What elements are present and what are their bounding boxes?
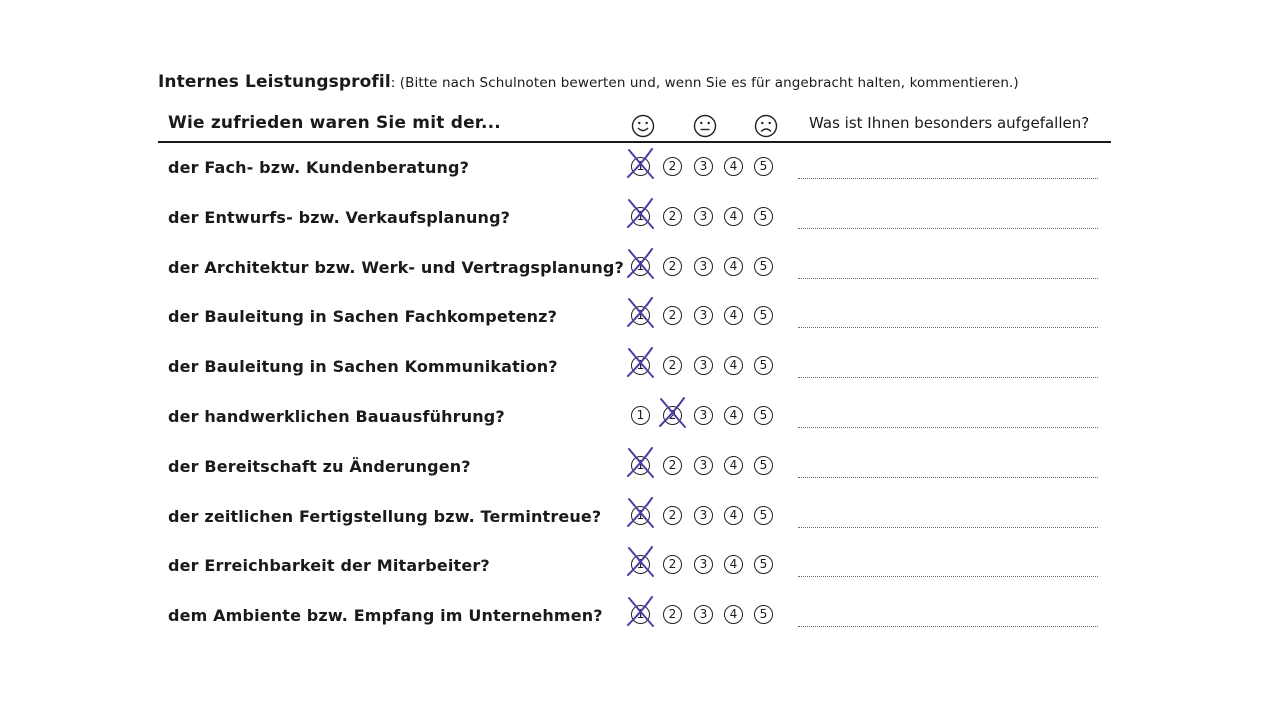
question-text: der Erreichbarkeit der Mitarbeiter? [168,556,490,576]
comment-field[interactable] [798,228,1098,229]
grade-option-5[interactable]: 5 [754,157,773,176]
grade-option-5[interactable]: 5 [754,306,773,325]
grade-option-4[interactable]: 4 [724,356,743,375]
question-row [0,357,1280,407]
comment-field[interactable] [798,377,1098,378]
grade-option-4[interactable]: 4 [724,257,743,276]
question-text: der Architektur bzw. Werk- und Vertragsplanung? [168,257,624,277]
grade-option-5[interactable]: 5 [754,456,773,475]
grade-option-3[interactable]: 3 [694,456,713,475]
grade-option-1[interactable]: 1 [631,356,650,375]
grade-option-2[interactable]: 2 [663,157,682,176]
grade-option-4[interactable]: 4 [724,555,743,574]
question-row [0,507,1280,557]
question-text: der Bauleitung in Sachen Kommunikation? [168,357,558,377]
grade-option-5[interactable]: 5 [754,555,773,574]
header-divider [158,141,1111,143]
comment-field[interactable] [798,527,1098,528]
question-text: dem Ambiente bzw. Empfang im Unternehmen? [168,606,603,626]
grade-option-3[interactable]: 3 [694,157,713,176]
grade-option-1[interactable]: 1 [631,257,650,276]
grade-option-1[interactable]: 1 [631,555,650,574]
grade-option-4[interactable]: 4 [724,207,743,226]
grade-option-1[interactable]: 1 [631,157,650,176]
grade-option-2[interactable]: 2 [663,605,682,624]
grade-option-3[interactable]: 3 [694,356,713,375]
comment-field[interactable] [798,178,1098,179]
question-row [0,258,1280,308]
question-text: der Fach- bzw. Kundenberatung? [168,158,470,177]
grade-option-2[interactable]: 2 [663,555,682,574]
question-row [0,457,1280,507]
question-column-header: Wie zufrieden waren Sie mit der... [168,113,501,133]
grade-option-1[interactable]: 1 [631,207,650,226]
grade-option-5[interactable]: 5 [754,406,773,425]
grade-option-4[interactable]: 4 [724,605,743,624]
grade-option-1[interactable]: 1 [631,506,650,525]
grade-option-3[interactable]: 3 [694,555,713,574]
grade-option-1[interactable]: 1 [631,456,650,475]
question-row [0,606,1280,656]
comment-field[interactable] [798,576,1098,577]
grade-option-2[interactable]: 2 [663,306,682,325]
form-title-instructions: : (Bitte nach Schulnoten bewerten und, wenn Sie es für angebracht halten, kommentieren.) [390,75,1019,91]
form-title-bold: Internes Leistungsprofil [158,72,391,92]
question-row [0,158,1280,208]
grade-option-5[interactable]: 5 [754,356,773,375]
comment-field[interactable] [798,278,1098,279]
grade-option-2[interactable]: 2 [663,406,682,425]
form-title [158,72,1019,92]
grade-option-5[interactable]: 5 [754,506,773,525]
question-text: der zeitlichen Fertigstellung bzw. Termintreue? [168,506,602,526]
grade-option-1[interactable]: 1 [631,605,650,624]
grade-option-3[interactable]: 3 [694,306,713,325]
grade-option-1[interactable]: 1 [631,406,650,425]
question-row [0,307,1280,357]
grade-option-3[interactable]: 3 [694,207,713,226]
comment-field[interactable] [798,477,1098,478]
grade-option-2[interactable]: 2 [663,207,682,226]
grade-option-5[interactable]: 5 [754,257,773,276]
comment-field[interactable] [798,626,1098,627]
grade-option-5[interactable]: 5 [754,605,773,624]
comment-column-header: Was ist Ihnen besonders aufgefallen? [809,114,1090,132]
grade-option-3[interactable]: 3 [694,506,713,525]
question-text: der Bereitschaft zu Änderungen? [168,456,471,476]
grade-option-1[interactable]: 1 [631,306,650,325]
question-text: der Bauleitung in Sachen Fachkompetenz? [168,307,558,327]
happy-face-icon [630,113,656,139]
grade-option-3[interactable]: 3 [694,257,713,276]
grade-option-3[interactable]: 3 [694,406,713,425]
question-text: der handwerklichen Bauausführung? [168,407,505,426]
grade-option-2[interactable]: 2 [663,506,682,525]
comment-field[interactable] [798,427,1098,428]
neutral-face-icon [692,113,718,139]
sad-face-icon [753,113,779,139]
question-row [0,556,1280,606]
grade-option-3[interactable]: 3 [694,605,713,624]
grade-option-4[interactable]: 4 [724,157,743,176]
grade-option-2[interactable]: 2 [663,356,682,375]
grade-option-4[interactable]: 4 [724,406,743,425]
grade-option-5[interactable]: 5 [754,207,773,226]
question-row [0,208,1280,258]
grade-option-4[interactable]: 4 [724,506,743,525]
question-row [0,407,1280,457]
question-text: der Entwurfs- bzw. Verkaufsplanung? [168,207,511,227]
grade-option-2[interactable]: 2 [663,257,682,276]
grade-option-2[interactable]: 2 [663,456,682,475]
comment-field[interactable] [798,327,1098,328]
grade-option-4[interactable]: 4 [724,456,743,475]
grade-option-4[interactable]: 4 [724,306,743,325]
